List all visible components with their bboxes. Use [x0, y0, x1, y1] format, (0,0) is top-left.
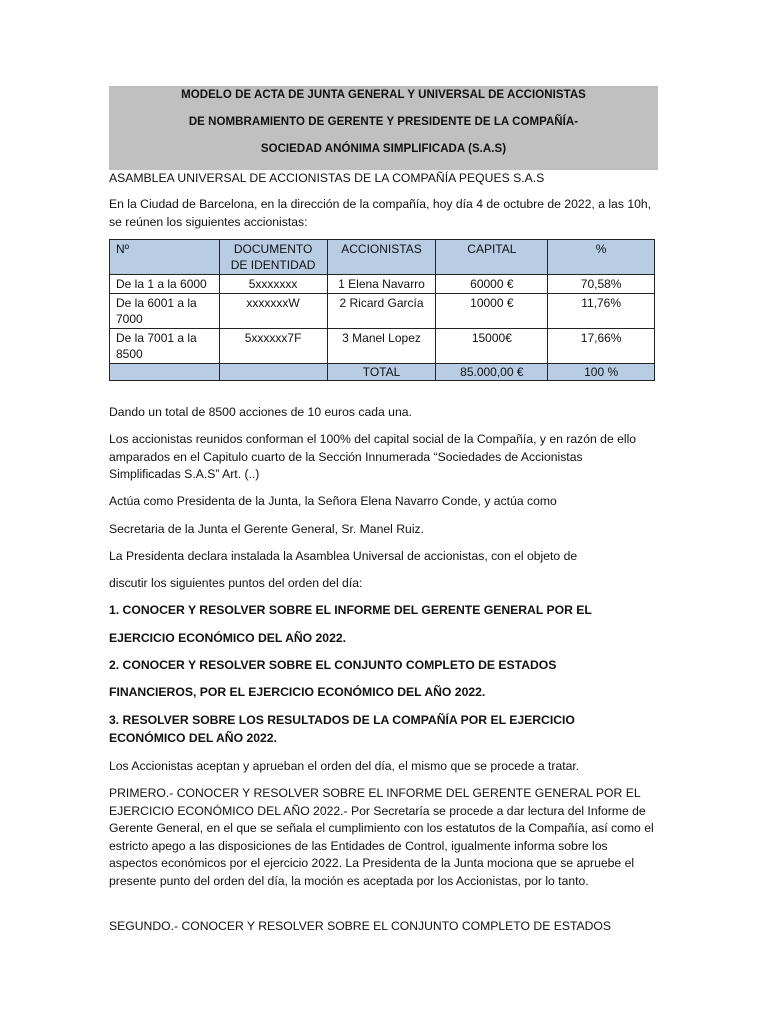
shareholders-table — [109, 239, 655, 381]
table-cell: 60000 € — [436, 275, 548, 294]
table-cell: 15000€ — [436, 329, 548, 364]
primero-paragraph: PRIMERO.- CONOCER Y RESOLVER SOBRE EL INFORME DEL GERENTE GENERAL POR EL EJERCICIO ECONÓMICO DEL AÑO 2022.- Por Secretaría se procede a dar lectura del Informe de Gerente General, en el que se señala el cumplimiento con los estatutos de la Compañía, así como el estricto apego a las disposiciones de las Entidades de Control, igualmente informa sobre los aspectos económicos por el ejercicio 2022. La Presidenta de la Junta mociona que se apruebe el presente punto del orden del día, la moción es aceptada por los Accionistas, por lo tanto. — [109, 786, 654, 888]
column-header: Nº — [110, 240, 220, 275]
table-cell: De la 1 a la 6000 — [110, 275, 220, 294]
table-cell: De la 6001 a la 7000 — [110, 294, 220, 329]
agenda-item-1-line-1: 1. CONOCER Y RESOLVER SOBRE EL INFORME DEL GERENTE GENERAL POR EL — [109, 603, 592, 617]
title-line-3: SOCIEDAD ANÓNIMA SIMPLIFICADA (S.A.S) — [260, 143, 507, 155]
table-cell-empty — [219, 364, 327, 381]
table-row — [110, 294, 655, 329]
table-cell: 70,58% — [548, 275, 655, 294]
agenda-item-1-line-2: EJERCICIO ECONÓMICO DEL AÑO 2022. — [109, 631, 347, 645]
table-cell: 1 Elena Navarro — [327, 275, 436, 294]
agenda-item-3: 3. RESOLVER SOBRE LOS RESULTADOS DE LA COMPAÑÍA POR EL EJERCICIO ECONÓMICO DEL AÑO 2022. — [109, 713, 575, 745]
column-header: CAPITAL — [436, 240, 548, 275]
table-cell: 10000 € — [436, 294, 548, 329]
agenda-intro-paragraph: discutir los siguientes puntos del orden del día: — [109, 576, 363, 590]
column-header: DOCUMENTO DE IDENTIDAD — [219, 240, 327, 275]
total-label: TOTAL — [327, 364, 436, 381]
table-cell: 2 Ricard García — [327, 294, 436, 329]
segundo-paragraph: SEGUNDO.- CONOCER Y RESOLVER SOBRE EL CONJUNTO COMPLETO DE ESTADOS — [109, 919, 612, 933]
document-title-box — [109, 86, 658, 170]
table-cell: xxxxxxxW — [219, 294, 327, 329]
intro-paragraph: En la Ciudad de Barcelona, en la dirección de la compañía, hoy día 4 de octubre de 2022, a las 10h, se reúnen los siguientes accionistas: — [109, 197, 652, 229]
table-row — [110, 329, 655, 364]
table-cell: 5xxxxxxx — [219, 275, 327, 294]
agenda-item-2-line-2: FINANCIEROS, POR EL EJERCICIO ECONÓMICO DEL AÑO 2022. — [109, 685, 486, 699]
installation-paragraph: La Presidenta declara instalada la Asamblea Universal de accionistas, con el objeto de — [109, 549, 578, 563]
agenda-item-2-line-1: 2. CONOCER Y RESOLVER SOBRE EL CONJUNTO COMPLETO DE ESTADOS — [109, 658, 557, 672]
president-paragraph: Actúa como Presidenta de la Junta, la Señora Elena Navarro Conde, y actúa como — [109, 494, 557, 508]
shares-total-paragraph: Dando un total de 8500 acciones de 10 euros cada una. — [109, 405, 412, 419]
total-capital: 85.000,00 € — [436, 364, 548, 381]
column-header: % — [548, 240, 655, 275]
table-header-row — [110, 240, 655, 275]
table-total-row — [110, 364, 655, 381]
title-line-2: DE NOMBRAMIENTO DE GERENTE Y PRESIDENTE DE LA COMPAÑÍA- — [188, 116, 579, 128]
table-cell: 3 Manel Lopez — [327, 329, 436, 364]
total-percent: 100 % — [548, 364, 655, 381]
table-cell-empty — [110, 364, 220, 381]
title-line-1: MODELO DE ACTA DE JUNTA GENERAL Y UNIVERSAL DE ACCIONISTAS — [181, 89, 586, 101]
table-cell: 17,66% — [548, 329, 655, 364]
table-cell: 11,76% — [548, 294, 655, 329]
assembly-subtitle: ASAMBLEA UNIVERSAL DE ACCIONISTAS DE LA COMPAÑÍA PEQUES S.A.S — [109, 171, 545, 185]
secretary-paragraph: Secretaria de la Junta el Gerente General, Sr. Manel Ruiz. — [109, 522, 425, 536]
table-cell: 5xxxxxx7F — [219, 329, 327, 364]
agenda-approval-paragraph: Los Accionistas aceptan y aprueban el orden del día, el mismo que se procede a tratar. — [109, 759, 580, 773]
table-row — [110, 275, 655, 294]
capital-paragraph: Los accionistas reunidos conforman el 100% del capital social de la Compañía, y en razón de ello amparados en el Capitulo cuarto de la Sección Innumerada “Sociedades de Accionistas Simplificadas S.A.S” Art. (..) — [109, 432, 637, 481]
table-cell: De la 7001 a la 8500 — [110, 329, 220, 364]
column-header: ACCIONISTAS — [327, 240, 436, 275]
